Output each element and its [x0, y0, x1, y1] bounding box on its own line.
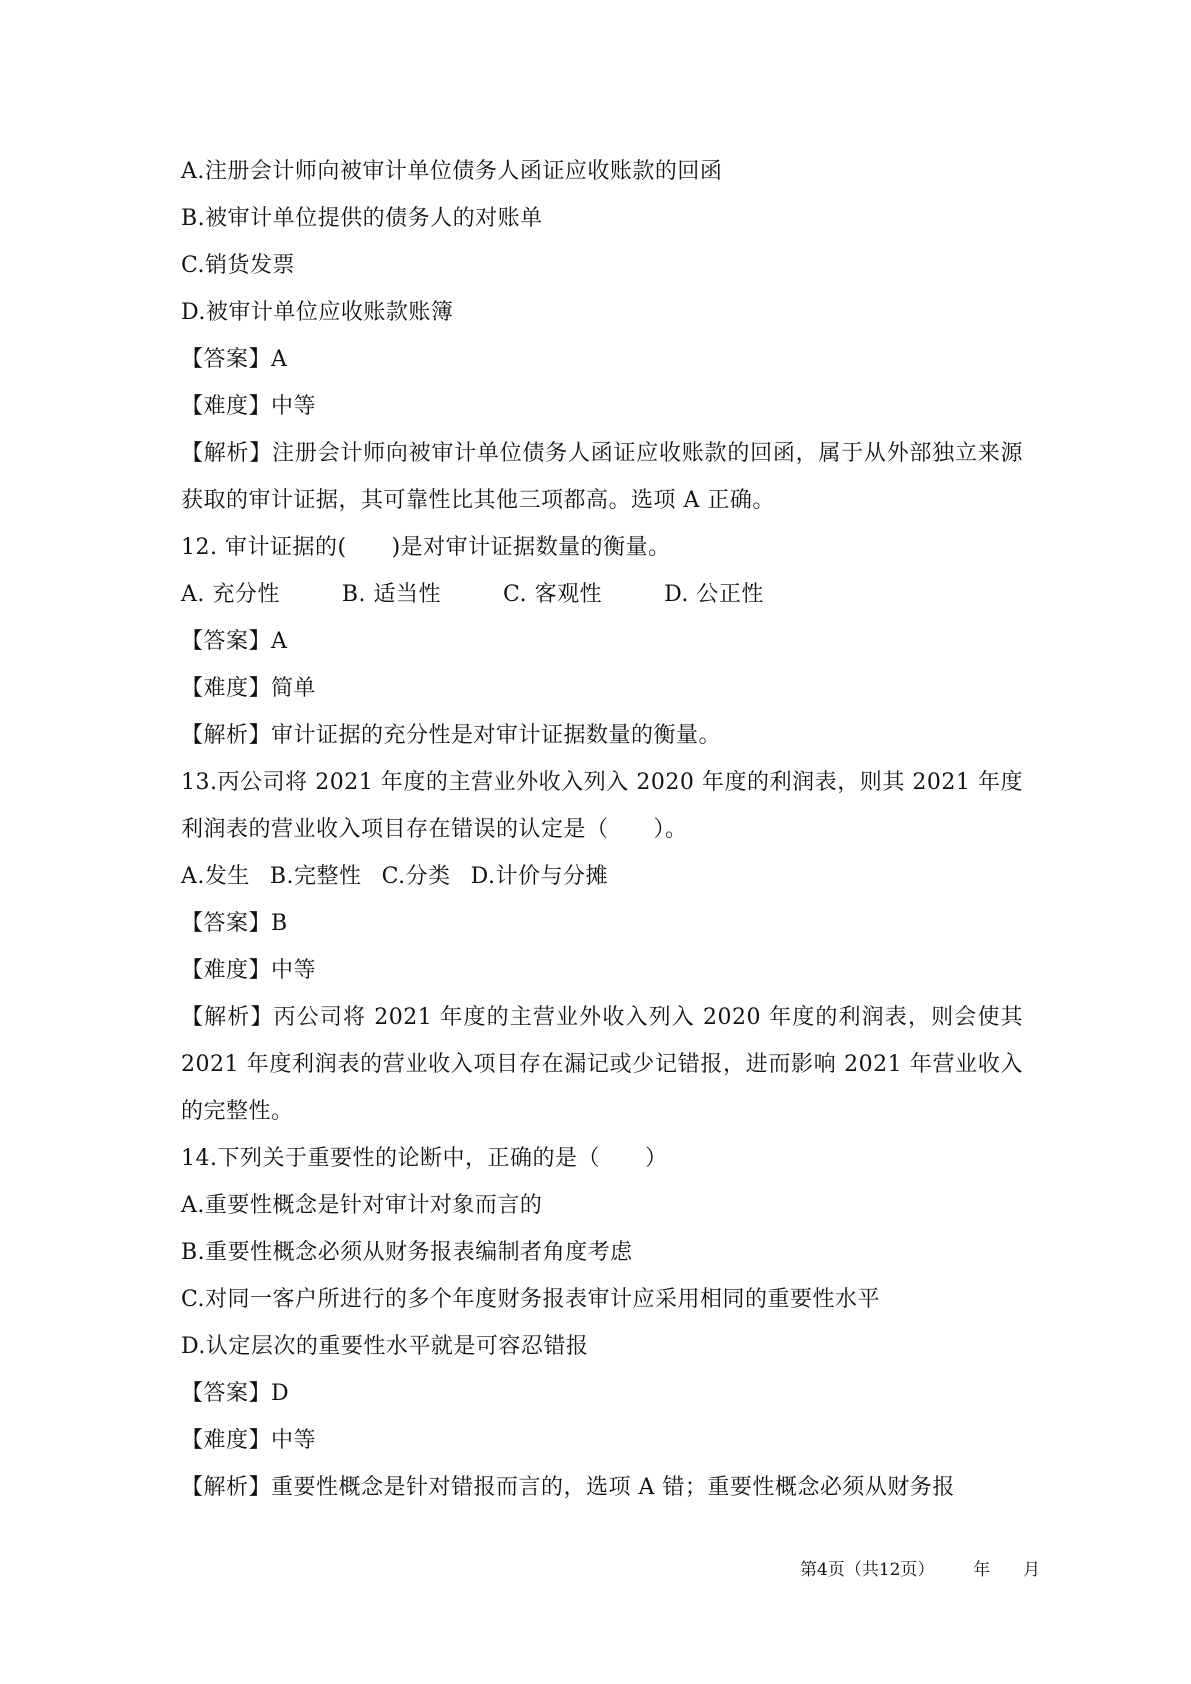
question-14-stem: 14.下列关于重要性的论断中，正确的是（ ）: [181, 1146, 668, 1171]
option-a: A.发生: [181, 864, 250, 889]
analysis-paragraph: 【解析】审计证据的充分性是对审计证据数量的衡量。: [181, 723, 722, 748]
option-a: A. 充分性: [181, 582, 280, 607]
option-d: D.认定层次的重要性水平就是可容忍错报: [181, 1334, 589, 1359]
option-d: D. 公正性: [664, 582, 764, 607]
page-number: 第4页（共12页）: [800, 1560, 935, 1580]
page-footer: [800, 1558, 1040, 1582]
option-c: C.对同一客户所进行的多个年度财务报表审计应采用相同的重要性水平: [181, 1287, 881, 1312]
difficulty-label: 【难度】简单: [181, 676, 317, 701]
option-a: A.注册会计师向被审计单位债务人函证应收账款的回函: [181, 159, 723, 184]
option-b: B.完整性: [269, 864, 362, 889]
question-13-stem: 13.丙公司将 2021 年度的主营业外收入列入 2020 年度的利润表，则其 2021 年度利润表的营业收入项目存在错误的认定是（ ）。: [181, 770, 1023, 842]
document-page: [181, 148, 1023, 1511]
question-12-options: [181, 571, 1023, 618]
question-12-stem: 12. 审计证据的( )是对审计证据数量的衡量。: [181, 535, 671, 560]
option-b: B.重要性概念必须从财务报表编制者角度考虑: [181, 1240, 633, 1265]
option-a: A.重要性概念是针对审计对象而言的: [181, 1193, 543, 1218]
difficulty-label: 【难度】中等: [181, 1428, 317, 1453]
analysis-paragraph: 【解析】注册会计师向被审计单位债务人函证应收账款的回函，属于从外部独立来源获取的审计证据，其可靠性比其他三项都高。选项 A 正确。: [181, 441, 1023, 513]
option-b: B.被审计单位提供的债务人的对账单: [181, 206, 543, 231]
answer-label: 【答案】A: [181, 347, 288, 372]
footer-year: 年: [973, 1560, 991, 1580]
option-c: C.分类: [381, 864, 451, 889]
option-d: D.计价与分摊: [470, 864, 608, 889]
question-13-options: [181, 853, 1023, 900]
option-d: D.被审计单位应收账款账簿: [181, 300, 454, 325]
answer-label: 【答案】B: [181, 911, 288, 936]
option-b: B. 适当性: [341, 582, 442, 607]
option-c: C. 客观性: [503, 582, 603, 607]
analysis-paragraph: 【解析】丙公司将 2021 年度的主营业外收入列入 2020 年度的利润表，则会使其 2021 年度利润表的营业收入项目存在漏记或少记错报，进而影响 2021 年营业收入的完整性。: [181, 1005, 1023, 1124]
footer-month: 月: [1023, 1560, 1041, 1580]
difficulty-label: 【难度】中等: [181, 958, 317, 983]
answer-label: 【答案】D: [181, 1381, 290, 1406]
analysis-paragraph: 【解析】重要性概念是针对错报而言的，选项 A 错；重要性概念必须从财务报: [181, 1475, 955, 1500]
answer-label: 【答案】A: [181, 629, 288, 654]
difficulty-label: 【难度】中等: [181, 394, 317, 419]
option-c: C.销货发票: [181, 253, 296, 278]
